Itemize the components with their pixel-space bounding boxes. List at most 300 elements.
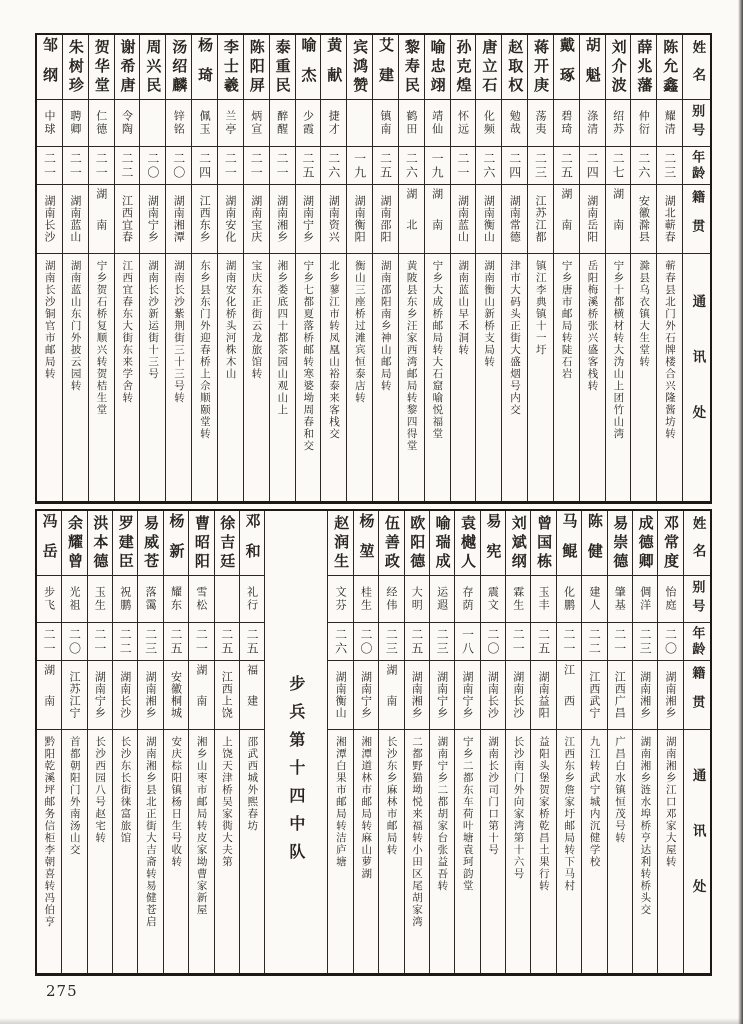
address-cell: 湖南安化桥头河株木山 bbox=[224, 260, 237, 380]
alias-cell: 光祖 bbox=[62, 576, 86, 623]
alias-cell: 碧琦 bbox=[554, 100, 579, 147]
age-cell: 二五 bbox=[240, 623, 264, 661]
table-column bbox=[214, 511, 239, 973]
alias-cell: 倜洋 bbox=[633, 576, 657, 623]
name-cell: 洪本德 bbox=[88, 511, 112, 576]
native-cell: 湖南安化 bbox=[218, 185, 243, 254]
age-cell: 二一 bbox=[37, 147, 62, 185]
address-cell: 湖南湘乡涟水埠桥亨达利转桥头交 bbox=[639, 736, 652, 916]
address-cell: 滁县乌衣镇大生堂转 bbox=[638, 260, 651, 368]
age-cell: 二二 bbox=[113, 623, 137, 661]
name-cell: 易崇德 bbox=[608, 511, 632, 576]
table-column bbox=[378, 511, 403, 973]
native-cell: 江西武宁 bbox=[582, 661, 606, 730]
address-cell: 湘乡山枣市邮局转皮家坳曹家新屋 bbox=[195, 736, 208, 916]
table-column bbox=[398, 35, 424, 501]
table-column bbox=[556, 511, 581, 973]
alias-cell: 桂生 bbox=[354, 576, 378, 623]
table-column bbox=[295, 35, 321, 501]
name-cell: 唐立石 bbox=[476, 35, 501, 100]
alias-cell: 大明 bbox=[405, 576, 429, 623]
age-cell: 二四 bbox=[580, 147, 605, 185]
alias-cell: 聘卿 bbox=[63, 100, 88, 147]
name-cell: 艾建 bbox=[373, 35, 398, 100]
scan-shadow-artifact bbox=[0, 1018, 743, 1024]
age-cell: 二〇 bbox=[140, 147, 165, 185]
alias-cell: 兰亭 bbox=[218, 100, 243, 147]
alias-cell: 仁德 bbox=[89, 100, 114, 147]
alias-cell: 怡庭 bbox=[658, 576, 682, 623]
name-cell: 薛兆藩 bbox=[631, 35, 656, 100]
table-column bbox=[61, 511, 86, 973]
table-column bbox=[454, 511, 479, 973]
name-cell: 赵润生 bbox=[328, 511, 352, 576]
native-cell: 湖南长沙 bbox=[37, 185, 62, 254]
address-cell: 湖南衡山新桥支局转 bbox=[483, 260, 496, 368]
alias-cell: 仲衍 bbox=[631, 100, 656, 147]
name-cell: 喻杰 bbox=[296, 35, 321, 100]
native-cell: 湖南长沙 bbox=[506, 661, 530, 730]
age-cell: 二一 bbox=[37, 623, 61, 661]
address-cell: 东乡县东门外迎春桥上佘顺颐堂转 bbox=[198, 260, 211, 440]
native-cell: 湖南岳阳 bbox=[580, 185, 605, 254]
alias-cell: 少霞 bbox=[296, 100, 321, 147]
native-cell: 江苏江都 bbox=[528, 185, 553, 254]
name-cell: 冯岳 bbox=[37, 511, 61, 576]
age-cell: 二五 bbox=[373, 147, 398, 185]
address-cell: 黔阳乾溪坪邮务信柜李朝喜转冯伯亨 bbox=[43, 736, 56, 928]
native-cell: 湖南 bbox=[189, 661, 213, 730]
address-cell: 湘乡娄底四十都茶园山观山上 bbox=[276, 260, 289, 416]
native-cell: 湖南湘乡 bbox=[633, 661, 657, 730]
table-column bbox=[137, 511, 162, 973]
unit-divider-column bbox=[264, 511, 327, 973]
native-cell: 安徽桐城 bbox=[164, 661, 188, 730]
alias-cell: 令陶 bbox=[115, 100, 140, 147]
alias-cell bbox=[215, 576, 239, 623]
native-cell: 湖南宁乡 bbox=[140, 185, 165, 254]
native-cell: 湖南 bbox=[425, 185, 450, 254]
address-cell: 蕲春县北门外石牌楼合兴隆酱坊转 bbox=[664, 260, 676, 440]
age-cell: 二五 bbox=[164, 623, 188, 661]
name-cell: 李士羲 bbox=[218, 35, 243, 100]
name-cell: 易威苍 bbox=[138, 511, 162, 576]
address-cell: 湘潭白果市邮局转洁庐塘 bbox=[334, 736, 347, 868]
native-cell: 湖南宝庆 bbox=[244, 185, 269, 254]
native-cell: 湖南长沙 bbox=[113, 661, 137, 730]
table-column bbox=[607, 511, 632, 973]
address-cell: 北乡蓼江市转凤凰山裕泰来客栈交 bbox=[328, 260, 341, 440]
alias-cell: 化频 bbox=[476, 100, 501, 147]
directory-table-bottom bbox=[35, 509, 712, 976]
name-cell: 杨堃 bbox=[354, 511, 378, 576]
address-cell: 宁乡七都夏落桥邮转寒婆坳周春和交 bbox=[302, 260, 315, 452]
native-cell: 湖南宁乡 bbox=[296, 185, 321, 254]
age-cell: 二〇 bbox=[658, 623, 682, 661]
name-cell: 陈阳屏 bbox=[244, 35, 269, 100]
header-label-native: 籍贯 bbox=[683, 185, 710, 254]
age-cell: 二六 bbox=[399, 147, 424, 185]
age-cell: 二一 bbox=[451, 147, 476, 185]
address-cell: 宝庆东正街云龙旅馆转 bbox=[250, 260, 263, 380]
table-column bbox=[579, 35, 605, 501]
age-cell: 二五 bbox=[405, 623, 429, 661]
native-cell: 江西东乡 bbox=[192, 185, 217, 254]
alias-cell: 炳宣 bbox=[244, 100, 269, 147]
table-column bbox=[424, 35, 450, 501]
native-cell: 湖南湘乡 bbox=[138, 661, 162, 730]
table-column bbox=[501, 35, 527, 501]
age-cell: 二六 bbox=[321, 147, 346, 185]
age-cell: 二五 bbox=[531, 623, 555, 661]
age-cell: 二五 bbox=[554, 147, 579, 185]
table-column bbox=[353, 511, 378, 973]
native-cell: 湖南资兴 bbox=[321, 185, 346, 254]
name-cell: 汤绍麟 bbox=[166, 35, 191, 100]
alias-cell: 落霭 bbox=[138, 576, 162, 623]
native-cell: 湖南长沙 bbox=[481, 661, 505, 730]
header-label-alias: 别号 bbox=[683, 100, 710, 147]
table-column bbox=[62, 35, 88, 501]
alias-cell: 锌铭 bbox=[166, 100, 191, 147]
table-column bbox=[191, 35, 217, 501]
header-label-name: 姓名 bbox=[684, 511, 710, 576]
address-cell: 长沙西园八号赵宅转 bbox=[94, 736, 107, 844]
address-cell: 江西东乡詹家圩邮局转下马村 bbox=[563, 736, 576, 892]
table-column bbox=[346, 35, 372, 501]
age-cell: 二一 bbox=[89, 147, 114, 185]
alias-cell: 中球 bbox=[37, 100, 62, 147]
address-cell: 镇江李典镇十一圩 bbox=[534, 260, 547, 356]
name-cell: 喻忠翊 bbox=[425, 35, 450, 100]
address-cell: 湖南蓝山东门外披云园转 bbox=[69, 260, 82, 392]
address-cell: 津市大码头正街大盛烟号内交 bbox=[508, 260, 521, 416]
native-cell: 湖南衡山 bbox=[476, 185, 501, 254]
scan-edge-artifact bbox=[738, 0, 743, 1024]
alias-cell bbox=[347, 100, 372, 147]
table-column bbox=[37, 35, 62, 501]
address-cell: 岳阳梅溪桥张兴盛客栈转 bbox=[586, 260, 599, 392]
alias-cell: 耀东 bbox=[164, 576, 188, 623]
name-cell: 欧阳德 bbox=[405, 511, 429, 576]
age-cell: 二五 bbox=[215, 623, 239, 661]
name-cell: 伍善政 bbox=[379, 511, 403, 576]
name-cell: 戴琢 bbox=[554, 35, 579, 100]
name-cell: 邓常度 bbox=[658, 511, 682, 576]
native-cell: 湖南湘潭 bbox=[166, 185, 191, 254]
native-cell: 湖南蓝山 bbox=[451, 185, 476, 254]
age-cell: 二六 bbox=[328, 623, 352, 661]
address-cell: 上饶天津桥吴家衖大夫第 bbox=[220, 736, 233, 868]
age-cell: 二四 bbox=[502, 147, 527, 185]
table-column bbox=[217, 35, 243, 501]
alias-cell: 荡夷 bbox=[528, 100, 553, 147]
age-cell: 二一 bbox=[218, 147, 243, 185]
address-cell: 二都野猫坳悦来福转小田区尾胡家湾 bbox=[410, 736, 423, 928]
age-cell: 二六 bbox=[476, 147, 501, 185]
alias-cell: 鹤田 bbox=[399, 100, 424, 147]
native-cell: 湖南蓝山 bbox=[63, 185, 88, 254]
table-column bbox=[530, 511, 555, 973]
name-cell: 杨琦 bbox=[192, 35, 217, 100]
table-column bbox=[632, 511, 657, 973]
table-column bbox=[269, 35, 295, 501]
name-cell: 刘介波 bbox=[606, 35, 631, 100]
alias-cell: 靖仙 bbox=[425, 100, 450, 147]
name-cell: 袁樾人 bbox=[455, 511, 479, 576]
alias-cell: 佩玉 bbox=[192, 100, 217, 147]
name-cell: 杨新 bbox=[164, 511, 188, 576]
directory-table-top bbox=[35, 33, 712, 504]
native-cell: 江西 bbox=[557, 661, 581, 730]
alias-cell: 涤清 bbox=[580, 100, 605, 147]
address-cell: 湖南邵阳南乡神山邮局转 bbox=[379, 260, 392, 392]
age-cell: 二一 bbox=[557, 623, 581, 661]
page-number: 275 bbox=[46, 982, 78, 1000]
name-cell: 曹昭阳 bbox=[189, 511, 213, 576]
native-cell: 湖南邵阳 bbox=[373, 185, 398, 254]
age-cell: 二三 bbox=[379, 623, 403, 661]
age-cell: 二二 bbox=[582, 623, 606, 661]
table-column bbox=[505, 511, 530, 973]
name-cell: 陈允鑫 bbox=[657, 35, 682, 100]
alias-cell: 勉哉 bbox=[502, 100, 527, 147]
address-cell: 益阳头堡贺家桥乾昌土果行转 bbox=[537, 736, 550, 892]
native-cell: 湖南宁乡 bbox=[354, 661, 378, 730]
native-cell: 湖南宁乡 bbox=[455, 661, 479, 730]
native-cell: 福建 bbox=[240, 661, 264, 730]
name-cell: 余耀曾 bbox=[62, 511, 86, 576]
address-cell: 黄陂县东乡汪家西湾邮局转黎四得堂 bbox=[405, 260, 418, 452]
address-cell: 宁乡大成桥邮局转大石窟喻悦福堂 bbox=[431, 260, 444, 440]
table-column bbox=[656, 35, 682, 501]
address-cell: 湖南湘乡县北正街大吉斋转易健苍启 bbox=[144, 736, 157, 928]
table-column bbox=[657, 511, 682, 973]
table-column bbox=[480, 511, 505, 973]
name-cell: 黎寿民 bbox=[399, 35, 424, 100]
address-cell: 湖南长沙司门口第十号 bbox=[487, 736, 500, 856]
address-cell: 宁乡十都横材转大沩山上团竹山湾 bbox=[612, 260, 625, 440]
address-cell: 宁乡贺石桥复顺兴转贺桔生堂 bbox=[95, 260, 108, 416]
address-cell: 长沙东乡麻林市邮局转 bbox=[385, 736, 398, 856]
name-cell: 罗建臣 bbox=[113, 511, 137, 576]
address-cell: 宁乡唐市邮局转陡石岩 bbox=[560, 260, 573, 380]
address-cell: 邵武西城外熙春坊 bbox=[246, 736, 259, 832]
alias-cell: 建人 bbox=[582, 576, 606, 623]
native-cell: 江西广昌 bbox=[608, 661, 632, 730]
name-cell: 徐吉廷 bbox=[215, 511, 239, 576]
alias-cell: 耀清 bbox=[657, 100, 682, 147]
alias-cell: 运遐 bbox=[430, 576, 454, 623]
name-cell: 喻瑞成 bbox=[430, 511, 454, 576]
native-cell: 江苏江宁 bbox=[62, 661, 86, 730]
table-column bbox=[88, 35, 114, 501]
age-cell: 一八 bbox=[455, 623, 479, 661]
alias-cell: 捷才 bbox=[321, 100, 346, 147]
name-cell: 易宪 bbox=[481, 511, 505, 576]
table-column bbox=[139, 35, 165, 501]
age-cell: 二七 bbox=[606, 147, 631, 185]
native-cell: 湖南 bbox=[37, 661, 61, 730]
name-cell: 刘斌纲 bbox=[506, 511, 530, 576]
alias-cell: 肇基 bbox=[608, 576, 632, 623]
alias-cell: 礼行 bbox=[240, 576, 264, 623]
age-cell: 二一 bbox=[88, 623, 112, 661]
alias-cell: 玉丰 bbox=[531, 576, 555, 623]
age-cell: 二三 bbox=[430, 623, 454, 661]
native-cell: 湖北蕲春 bbox=[657, 185, 682, 254]
address-cell: 衡山三座桥过滩宾恒泰店转 bbox=[353, 260, 366, 404]
alias-cell: 绍苏 bbox=[606, 100, 631, 147]
header-label-alias: 别号 bbox=[684, 576, 710, 623]
table-column bbox=[37, 511, 61, 973]
table-column bbox=[239, 511, 264, 973]
address-cell: 湖南长沙新运街十三号 bbox=[147, 260, 160, 380]
name-cell: 马鲲 bbox=[557, 511, 581, 576]
address-cell: 长沙东长街徕富旅馆 bbox=[119, 736, 132, 844]
age-cell: 二五 bbox=[296, 147, 321, 185]
age-cell: 二三 bbox=[528, 147, 553, 185]
table-column bbox=[630, 35, 656, 501]
name-cell: 贺华堂 bbox=[89, 35, 114, 100]
address-cell: 湖南湘乡江口邓家大屋转 bbox=[664, 736, 677, 868]
table-column bbox=[527, 35, 553, 501]
name-cell: 宾鸿赞 bbox=[347, 35, 372, 100]
age-cell: 一九 bbox=[425, 147, 450, 185]
age-cell: 一九 bbox=[347, 147, 372, 185]
address-cell: 安庆棕阳镇杨日生号收转 bbox=[170, 736, 183, 868]
alias-cell bbox=[140, 100, 165, 147]
table-column bbox=[429, 511, 454, 973]
native-cell: 湖北 bbox=[399, 185, 424, 254]
table-column bbox=[188, 511, 213, 973]
age-cell: 二一 bbox=[189, 623, 213, 661]
name-cell: 谢希唐 bbox=[115, 35, 140, 100]
address-cell: 广昌白水镇恒茂号转 bbox=[613, 736, 626, 844]
native-cell: 江西上饶 bbox=[215, 661, 239, 730]
header-label-age: 年龄 bbox=[683, 147, 710, 185]
address-cell: 湖南长沙铜官市邮局转 bbox=[43, 260, 56, 380]
table-column bbox=[553, 35, 579, 501]
native-cell: 江西宜春 bbox=[115, 185, 140, 254]
age-cell: 二一 bbox=[506, 623, 530, 661]
alias-cell: 祝鹏 bbox=[113, 576, 137, 623]
table-column bbox=[112, 511, 137, 973]
table-column bbox=[327, 511, 352, 973]
table-column bbox=[372, 35, 398, 501]
alias-cell: 震文 bbox=[481, 576, 505, 623]
header-label-address: 通讯处 bbox=[689, 294, 706, 461]
name-cell: 成德卿 bbox=[633, 511, 657, 576]
age-cell: 二〇 bbox=[62, 623, 86, 661]
name-cell: 泰重民 bbox=[270, 35, 295, 100]
alias-cell: 存荫 bbox=[455, 576, 479, 623]
native-cell: 安徽滁县 bbox=[631, 185, 656, 254]
native-cell: 湖南 bbox=[379, 661, 403, 730]
alias-cell: 怀远 bbox=[451, 100, 476, 147]
name-cell: 陈健 bbox=[582, 511, 606, 576]
unit-divider-label: 步兵第十四中队 bbox=[286, 675, 306, 871]
age-cell: 二三 bbox=[657, 147, 682, 185]
age-cell: 二二 bbox=[115, 147, 140, 185]
age-cell: 二六 bbox=[631, 147, 656, 185]
table-column bbox=[581, 511, 606, 973]
address-cell: 湖南蓝山早禾洞转 bbox=[457, 260, 470, 356]
age-cell: 二三 bbox=[138, 623, 162, 661]
native-cell: 湖南常德 bbox=[502, 185, 527, 254]
alias-cell: 醉醒 bbox=[270, 100, 295, 147]
native-cell: 湖南衡阳 bbox=[347, 185, 372, 254]
age-cell: 二〇 bbox=[481, 623, 505, 661]
name-cell: 胡魁 bbox=[580, 35, 605, 100]
table-column bbox=[320, 35, 346, 501]
name-cell: 曾国栋 bbox=[531, 511, 555, 576]
alias-cell: 镇南 bbox=[373, 100, 398, 147]
age-cell: 二四 bbox=[192, 147, 217, 185]
alias-cell: 经伟 bbox=[379, 576, 403, 623]
native-cell: 湖南衡山 bbox=[328, 661, 352, 730]
table-column bbox=[450, 35, 476, 501]
alias-cell: 玉生 bbox=[88, 576, 112, 623]
native-cell: 湖南 bbox=[89, 185, 114, 254]
address-cell: 宁乡二都东车荷叶塘袁珂韵堂 bbox=[461, 736, 474, 892]
address-cell: 湖南长沙紫荆街三十三号转 bbox=[172, 260, 185, 404]
table-column bbox=[114, 35, 140, 501]
alias-cell: 文芬 bbox=[328, 576, 352, 623]
age-cell: 二一 bbox=[244, 147, 269, 185]
table-column bbox=[475, 35, 501, 501]
table-column bbox=[605, 35, 631, 501]
name-cell: 周兴民 bbox=[140, 35, 165, 100]
table-column bbox=[404, 511, 429, 973]
native-cell: 湖南湘乡 bbox=[658, 661, 682, 730]
native-cell: 湖南 bbox=[606, 185, 631, 254]
native-cell: 湖南宁乡 bbox=[88, 661, 112, 730]
header-label-age: 年龄 bbox=[684, 623, 710, 661]
native-cell: 湖南益阳 bbox=[531, 661, 555, 730]
alias-cell: 步飞 bbox=[37, 576, 61, 623]
native-cell: 湖南湘乡 bbox=[270, 185, 295, 254]
age-cell: 二一 bbox=[63, 147, 88, 185]
header-column bbox=[683, 511, 710, 973]
address-cell: 湘潭道林市邮局转麻山萝湖 bbox=[360, 736, 373, 880]
name-cell: 邹纲 bbox=[37, 35, 62, 100]
table-column bbox=[165, 35, 191, 501]
name-cell: 蒋开庚 bbox=[528, 35, 553, 100]
table-column bbox=[87, 511, 112, 973]
name-cell: 赵取权 bbox=[502, 35, 527, 100]
name-cell: 孙克煌 bbox=[451, 35, 476, 100]
table-column bbox=[243, 35, 269, 501]
alias-cell: 雪松 bbox=[189, 576, 213, 623]
alias-cell: 霖生 bbox=[506, 576, 530, 623]
alias-cell: 化鹏 bbox=[557, 576, 581, 623]
name-cell: 黄献 bbox=[321, 35, 346, 100]
age-cell: 二三 bbox=[633, 623, 657, 661]
address-cell: 湖南宁乡二都胡家台张益吾转 bbox=[436, 736, 449, 892]
header-column bbox=[682, 35, 710, 501]
native-cell: 湖南湘乡 bbox=[405, 661, 429, 730]
header-label-address: 通讯处 bbox=[689, 768, 706, 935]
name-cell: 朱树珍 bbox=[63, 35, 88, 100]
native-cell: 湖南 bbox=[554, 185, 579, 254]
name-cell: 邓和 bbox=[240, 511, 264, 576]
table-column bbox=[163, 511, 188, 973]
address-cell: 九江转武宁城内沉健学校 bbox=[588, 736, 601, 868]
address-cell: 长沙南门外向家湾第十六号 bbox=[512, 736, 525, 880]
age-cell: 二〇 bbox=[354, 623, 378, 661]
header-label-native: 籍贯 bbox=[684, 661, 710, 730]
